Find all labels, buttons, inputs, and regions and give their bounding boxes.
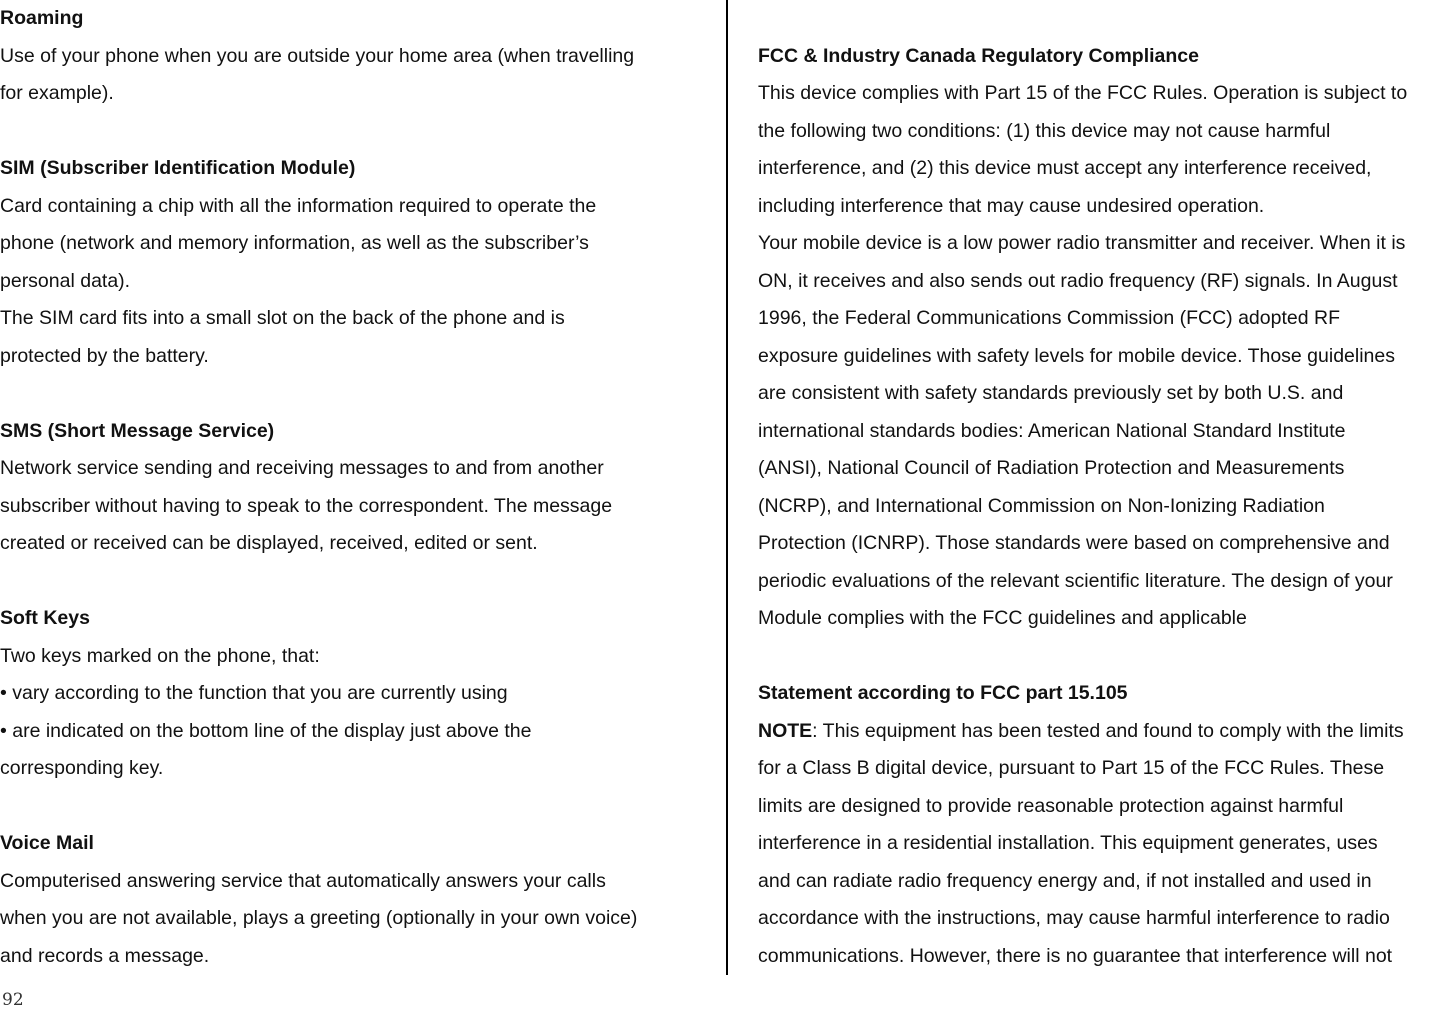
spacer <box>0 375 712 413</box>
softkeys-heading: Soft Keys <box>0 607 90 629</box>
spacer <box>0 788 712 826</box>
statement-text-line: and can radiate radio frequency energy and, if not installed and used in <box>758 869 1372 892</box>
fcc-text-line: 1996, the Federal Communications Commission (FCC) adopted RF <box>758 307 1340 329</box>
fcc-text-line: are consistent with safety standards previously set by both U.S. and <box>758 382 1344 404</box>
sms-text-line: created or received can be displayed, received, edited or sent. <box>0 532 538 554</box>
sim-text-line: Card containing a chip with all the information required to operate the <box>0 194 597 217</box>
roaming-text-line: Use of your phone when you are outside your home area (when travelling <box>0 44 635 67</box>
sim-text-line: The SIM card fits into a small slot on the back of the phone and is <box>0 307 565 329</box>
statement-text-line: for a Class B digital device, pursuant to Part 15 of the FCC Rules. These <box>758 757 1385 779</box>
statement-note-line <box>758 713 1452 751</box>
fcc-text-line: international standards bodies: American National Standard Institute <box>758 419 1346 442</box>
spacer <box>758 638 1452 676</box>
fcc-text-line: periodic evaluations of the relevant scientific literature. The design of your <box>758 569 1393 592</box>
fcc-text-line: Protection (ICNRP). Those standards were based on comprehensive and <box>758 532 1390 554</box>
sms-heading: SMS (Short Message Service) <box>0 419 275 442</box>
roaming-text-line: for example). <box>0 82 114 104</box>
sim-heading: SIM (Subscriber Identification Module) <box>0 157 356 179</box>
fcc-text-line: This device complies with Part 15 of the FCC Rules. Operation is subject to <box>758 82 1408 104</box>
voicemail-text-line: when you are not available, plays a greeting (optionally in your own voice) <box>0 907 638 929</box>
note-label: NOTE <box>758 719 813 742</box>
column-divider <box>726 0 728 975</box>
sim-text-line: phone (network and memory information, as well as the subscriber’s <box>0 232 589 254</box>
voicemail-text-line: Computerised answering service that automatically answers your calls <box>0 869 606 892</box>
fcc-text-line: Module complies with the FCC guidelines and applicable <box>758 607 1247 629</box>
softkeys-bullet: • are indicated on the bottom line of the display just above the <box>0 719 532 742</box>
fcc-text-line: including interference that may cause undesired operation. <box>758 194 1265 217</box>
sim-text-line: protected by the battery. <box>0 344 209 367</box>
fcc-text-line: (NCRP), and International Commission on Non-Ionizing Radiation <box>758 494 1325 517</box>
statement-heading: Statement according to FCC part 15.105 <box>758 682 1128 704</box>
statement-text-line: limits are designed to provide reasonable protection against harmful <box>758 794 1344 817</box>
voicemail-text-line: and records a message. <box>0 944 210 967</box>
statement-text-line: interference in a residential installation. This equipment generates, uses <box>758 832 1378 854</box>
left-column <box>0 0 712 975</box>
statement-text-line: accordance with the instructions, may cause harmful interference to radio <box>758 907 1390 929</box>
softkeys-text-line: Two keys marked on the phone, that: <box>0 644 320 667</box>
fcc-text-line: the following two conditions: (1) this device may not cause harmful <box>758 119 1331 142</box>
right-column <box>758 38 1452 976</box>
fcc-heading: FCC & Industry Canada Regulatory Compliance <box>758 44 1199 67</box>
voicemail-heading: Voice Mail <box>0 832 94 854</box>
softkeys-text-line: corresponding key. <box>0 757 164 779</box>
fcc-text-line: Your mobile device is a low power radio transmitter and receiver. When it is <box>758 232 1406 254</box>
roaming-heading: Roaming <box>0 7 84 29</box>
fcc-text-line: (ANSI), National Council of Radiation Protection and Measurements <box>758 457 1345 479</box>
page-number: 92 <box>2 990 24 1010</box>
fcc-text-line: ON, it receives and also sends out radio frequency (RF) signals. In August <box>758 269 1398 292</box>
fcc-text-line: interference, and (2) this device must accept any interference received, <box>758 157 1372 179</box>
spacer <box>0 563 712 601</box>
statement-text-line: communications. However, there is no guarantee that interference will not <box>758 944 1393 967</box>
spacer <box>0 113 712 151</box>
statement-text: : This equipment has been tested and found to comply with the limits <box>812 719 1404 742</box>
fcc-text-line: exposure guidelines with safety levels for mobile device. Those guidelines <box>758 344 1395 367</box>
sms-text-line: subscriber without having to speak to the correspondent. The message <box>0 494 613 517</box>
sms-text-line: Network service sending and receiving messages to and from another <box>0 457 604 479</box>
softkeys-bullet: • vary according to the function that you are currently using <box>0 682 508 704</box>
sim-text-line: personal data). <box>0 269 131 292</box>
